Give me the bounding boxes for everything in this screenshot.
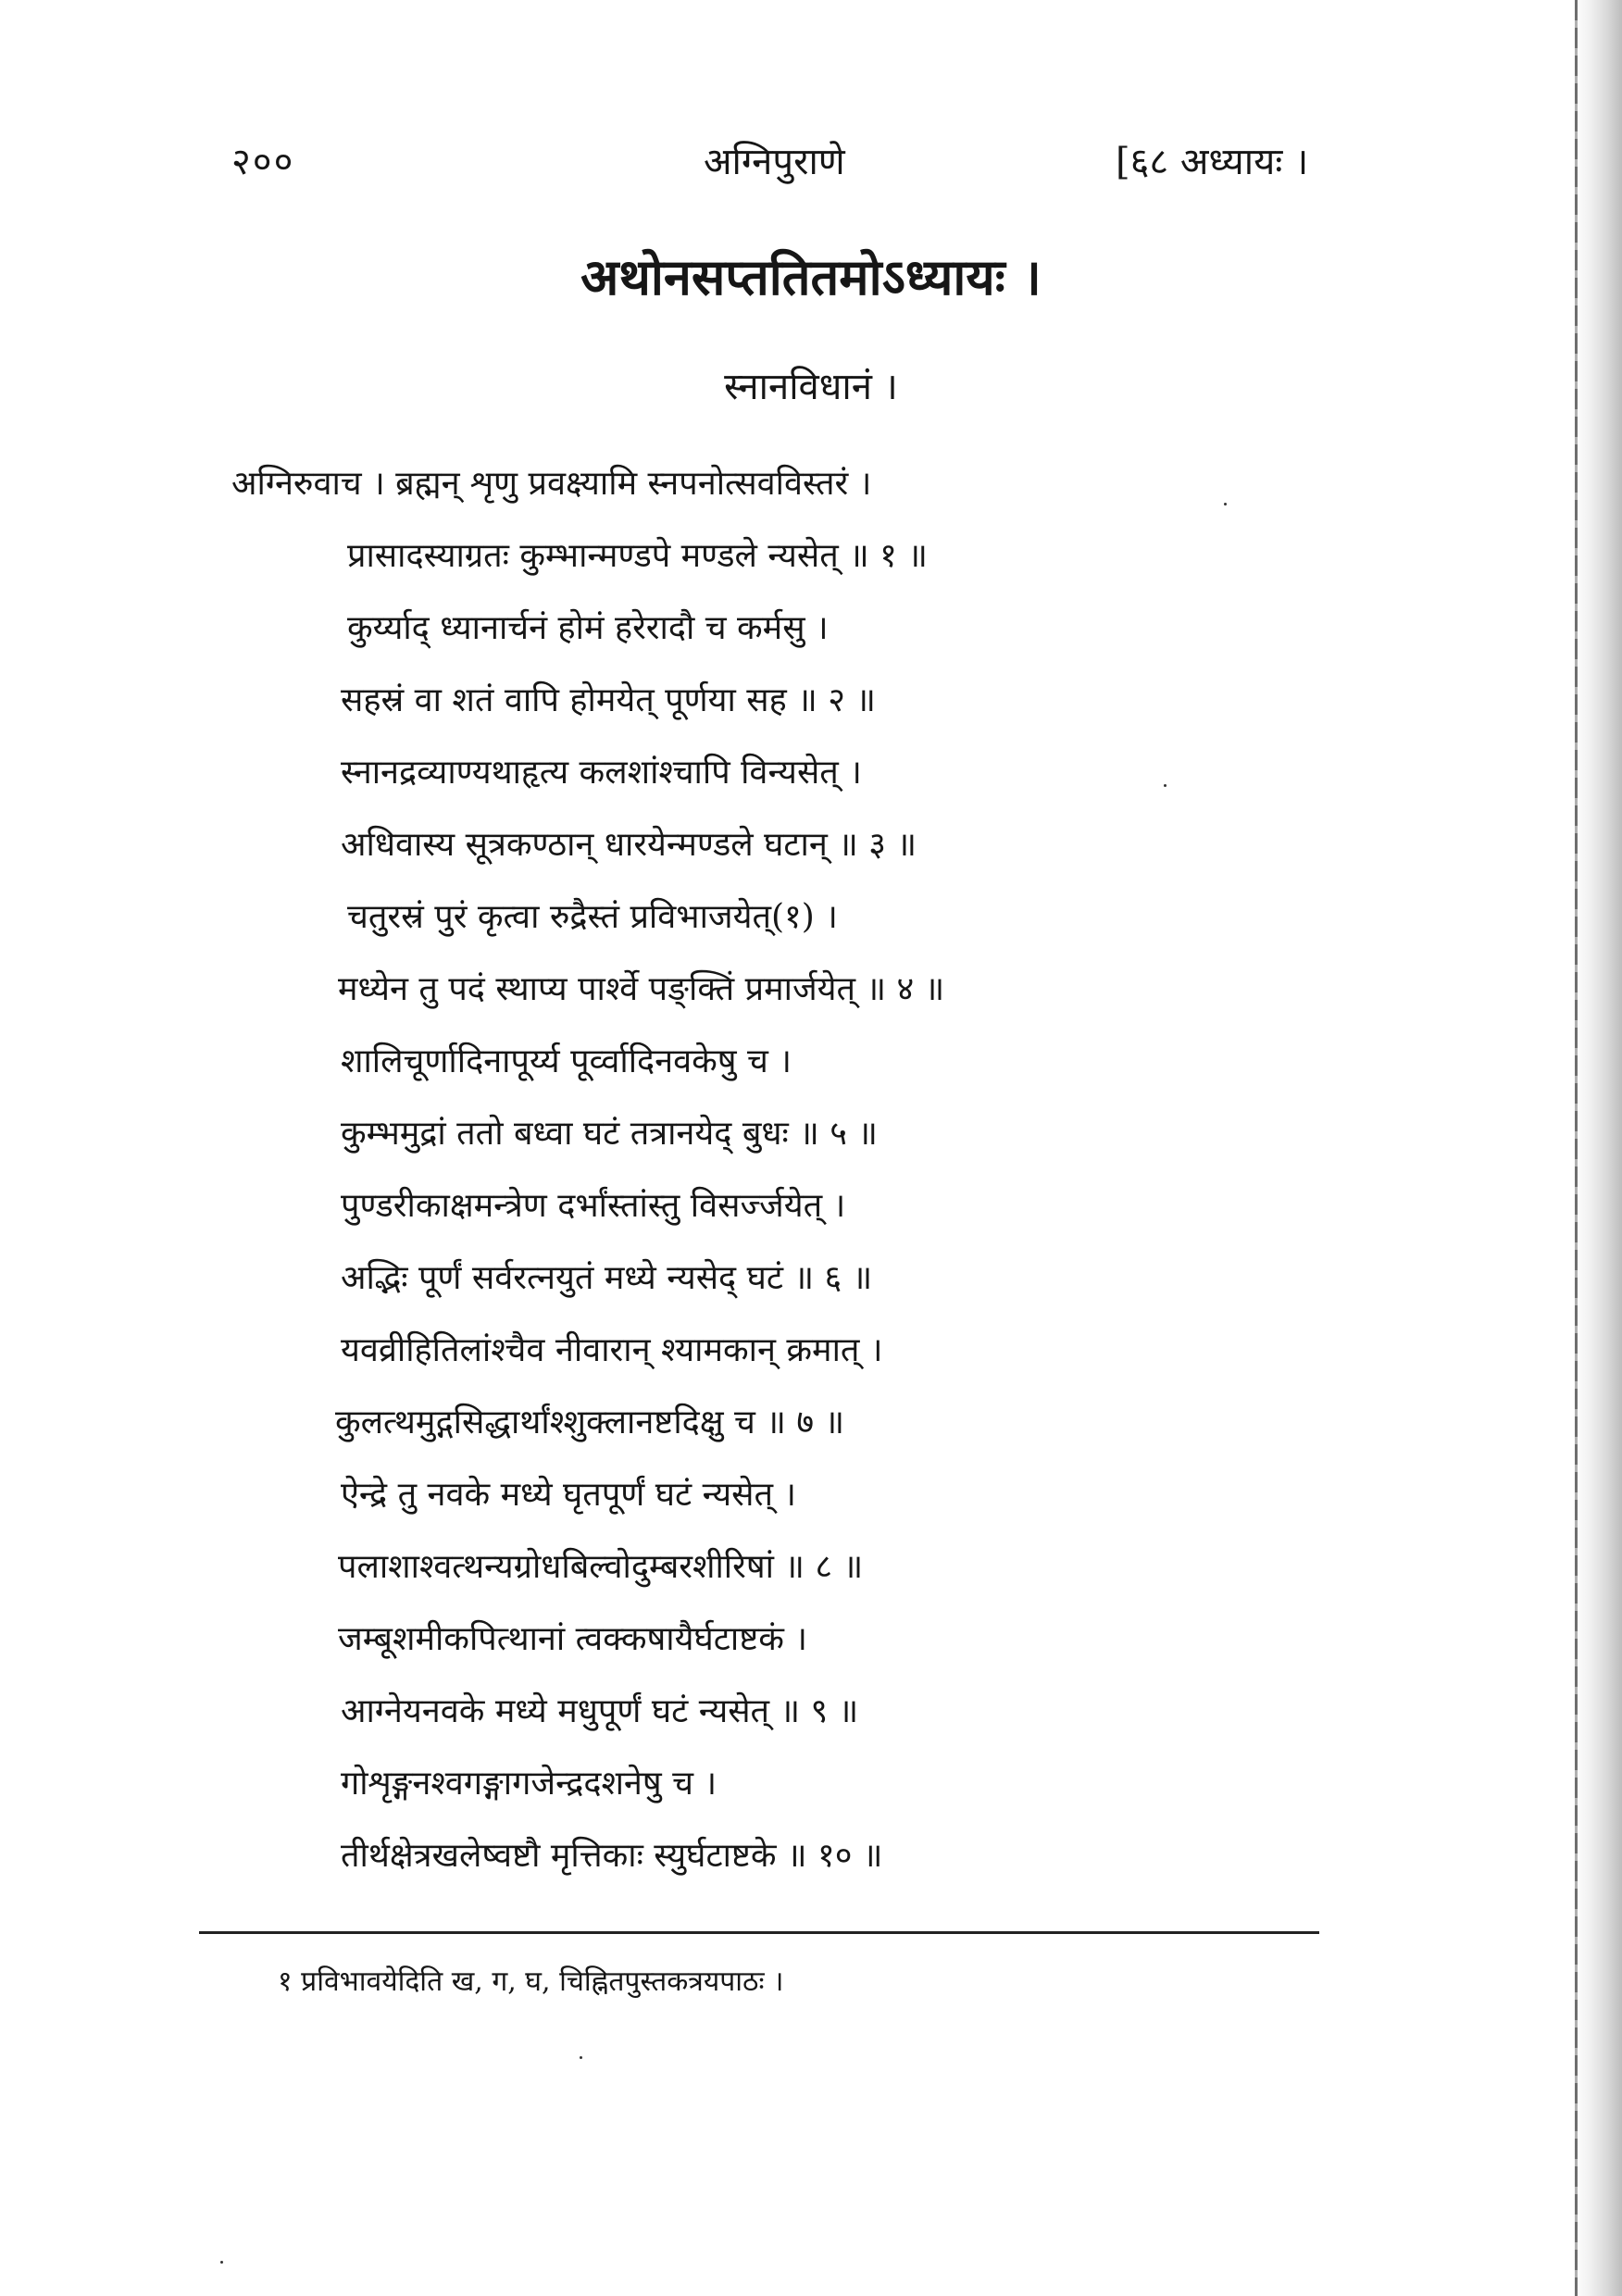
verse-line: अधिवास्य सूत्रकण्ठान् धारयेन्मण्डले घटान् ॥ ३ ॥ <box>341 826 917 864</box>
verse-line: सहस्रं वा शतं वापि होमयेत् पूर्णया सह ॥ २ ॥ <box>341 681 876 719</box>
chapter-title: अथोनसप्ततितमोऽध्यायः । <box>580 247 1042 306</box>
verse-line: यवव्रीहितिलांश्चैव नीवारान् श्यामकान् क्रमात् । <box>341 1331 883 1369</box>
verse-line: जम्बूशमीकपित्थानां त्वक्कषायैर्घटाष्टकं । <box>338 1620 807 1658</box>
verse-line: तीर्थक्षेत्रखलेष्वष्टौ मृत्तिकाः स्युर्घटाष्टके ॥ १० ॥ <box>341 1837 883 1875</box>
binding-shadow <box>1574 0 1622 2296</box>
verse-line: अग्निरुवाच । ब्रह्मन् शृणु प्रवक्ष्यामि स्नपनोत्सवविस्तरं । <box>231 465 872 503</box>
scan-speck <box>1164 784 1167 787</box>
verse-line: अद्भिः पूर्णं सर्वरत्नयुतं मध्ये न्यसेद् घटं ॥ ६ ॥ <box>341 1259 873 1297</box>
verse-line: कुलत्थमुद्गसिद्धार्थांश्शुक्लानष्टदिक्षु च ॥ ७ ॥ <box>335 1404 845 1441</box>
scan-speck <box>220 2261 223 2264</box>
verse-line: स्नानद्रव्याण्यथाहृत्य कलशांश्चापि विन्यसेत् । <box>341 754 862 792</box>
footnote: १ प्रविभावयेदिति ख, ग, घ, चिह्नितपुस्तकत्रयपाठः । <box>278 1965 784 1998</box>
verse-line: कुम्भमुद्रां ततो बध्वा घटं तत्रानयेद् बुधः ॥ ५ ॥ <box>341 1115 878 1153</box>
page-number: २०० <box>231 141 295 183</box>
verse-line: पुण्डरीकाक्षमन्त्रेण दर्भांस्तांस्तु विसर्ज्जयेत् । <box>341 1187 846 1225</box>
verse-line: मध्येन तु पदं स्थाप्य पार्श्वे पङ्क्तिं प्रमार्जयेत् ॥ ४ ॥ <box>338 970 945 1008</box>
verse-line: कुर्य्याद् ध्यानार्चनं होमं हरेरादौ च कर्मसु । <box>347 609 829 647</box>
verse-line: पलाशाश्वत्थन्यग्रोधबिल्वोदुम्बरशीरिषां ॥ ८ ॥ <box>338 1548 864 1586</box>
verse-line: चतुरस्रं पुरं कृत्वा रुद्रैस्तं प्रविभाजयेत्(१) । <box>347 898 838 936</box>
binding-line <box>1575 0 1578 2296</box>
scan-speck <box>580 2056 582 2059</box>
verse-line: शालिचूर्णादिनापूर्य्य पूर्व्वादिनवकेषु च । <box>341 1042 792 1080</box>
footnote-rule <box>199 1931 1319 1934</box>
chapter-reference: [६८ अध्यायः । <box>1116 141 1309 183</box>
running-title: अग्निपुराणे <box>704 141 845 183</box>
section-title: स्नानविधानं । <box>724 366 898 408</box>
verse-line: आग्नेयनवके मध्ये मधुपूर्णं घटं न्यसेत् ॥ ९ ॥ <box>341 1692 859 1730</box>
scan-speck <box>1224 503 1227 505</box>
verse-line: गोशृङ्गनश्वगङ्गागजेन्द्रदशनेषु च । <box>341 1765 717 1803</box>
verse-line: ऐन्द्रे तु नवके मध्ये घृतपूर्णं घटं न्यसेत् । <box>341 1476 797 1514</box>
verse-line: प्रासादस्याग्रतः कुम्भान्मण्डपे मण्डले न्यसेत् ॥ १ ॥ <box>347 537 928 575</box>
